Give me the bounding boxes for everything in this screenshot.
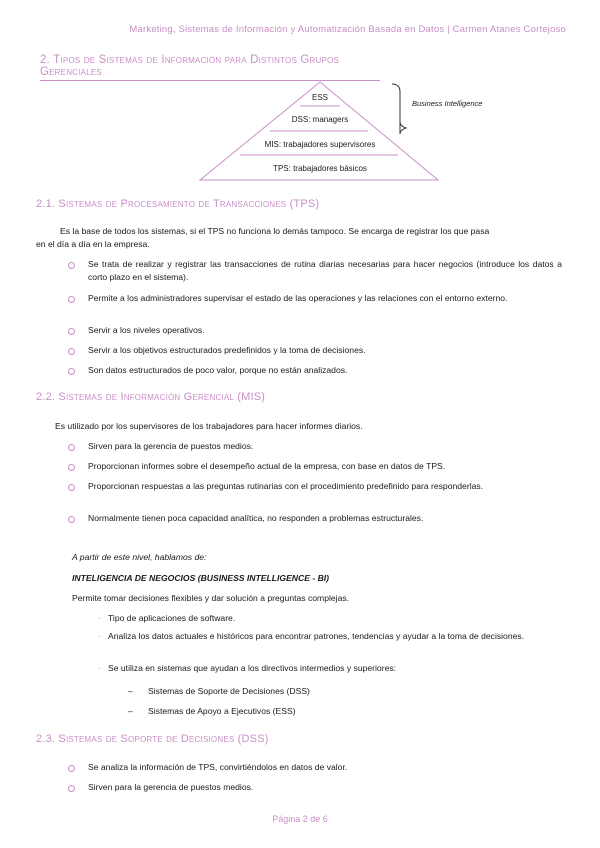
bullet-icon [68, 262, 75, 269]
dash-icon: – [128, 686, 133, 696]
list-item: Servir a los niveles operativos. [88, 324, 562, 337]
list-item: Se trata de realizar y registrar las transacciones de rutina diarias necesarias para hacer negocios (introduce los datos a corto plazo en el sistema). [88, 258, 562, 284]
list-item: · Se utiliza en sistemas que ayudan a los directivos intermedios y superiores: [98, 663, 397, 673]
page-footer: Página 2 de 6 [272, 814, 328, 824]
bullet-icon [68, 328, 75, 335]
pyramid-level-ess: ESS [311, 93, 329, 102]
page-header: Marketing, Sistemas de Información y Automatización Basada en Datos | Carmen Atanes Cortejoso [129, 24, 566, 35]
sub-list-item: – Sistemas de Apoyo a Ejecutivos (ESS) [128, 706, 296, 716]
bullet-icon [68, 348, 75, 355]
curly-brace [392, 84, 406, 134]
bullet-icon [68, 464, 75, 471]
bi-intro: Permite tomar decisiones flexibles y dar solución a preguntas complejas. [72, 593, 350, 603]
bullet-icon [68, 368, 75, 375]
section-2-1-title: 2.1. Sistemas de Procesamiento de Transacciones (TPS) [36, 198, 320, 210]
bullet-icon: · [98, 614, 101, 623]
sub-list-item: – Sistemas de Soporte de Decisiones (DSS) [128, 686, 310, 696]
pyramid-level-tps: TPS: trabajadores básicos [273, 164, 367, 173]
bullet-icon [68, 484, 75, 491]
pyramid-level-dss: DSS: managers [291, 115, 349, 124]
section-2-2-title: 2.2. Sistemas de Información Gerencial (MIS) [36, 391, 266, 403]
bullet-icon [68, 785, 75, 792]
list-item: Permite a los administradores supervisar el estado de las operaciones y las relaciones con el entorno externo. [88, 292, 562, 305]
list-item: Normalmente tienen poca capacidad analítica, no responden a problemas estructurales. [88, 512, 562, 525]
list-item: Sirven para la gerencia de puestos medios. [88, 440, 562, 453]
list-item: Son datos estructurados de poco valor, porque no están analizados. [88, 364, 562, 377]
bullet-icon [68, 296, 75, 303]
list-item: Se analiza la información de TPS, convirtiéndolos en datos de valor. [88, 761, 562, 774]
mis-intro: Es utilizado por los supervisores de los trabajadores para hacer informes diarios. [55, 421, 363, 431]
tps-intro-line1: Es la base de todos los sistemas, si el TPS no funciona lo demás tampoco. Se encarga de registrar los que pasa [60, 226, 490, 236]
list-item: · Tipo de aplicaciones de software. [98, 613, 236, 623]
bullet-icon: · [98, 664, 101, 673]
bullet-icon [68, 444, 75, 451]
section-2-3-title: 2.3. Sistemas de Soporte de Decisiones (DSS) [36, 733, 269, 745]
info-systems-pyramid [180, 78, 500, 184]
bi-intro-italic: A partir de este nivel, hablamos de: [72, 552, 207, 562]
bullet-icon [68, 765, 75, 772]
dash-icon: – [128, 706, 133, 716]
bullet-icon: · [98, 632, 101, 641]
list-item: Proporcionan respuestas a las preguntas rutinarias con el procedimiento predefinido para responderlas. [88, 480, 562, 493]
bullet-icon [68, 516, 75, 523]
list-item: Sirven para la gerencia de puestos medios. [88, 781, 562, 794]
list-item: · Analiza los datos actuales e históricos para encontrar patrones, tendencias y ayudar a la toma de decisiones. [98, 631, 525, 641]
pyramid-level-mis: MIS: trabajadores supervisores [264, 140, 376, 149]
list-item: Proporcionan informes sobre el desempeño actual de la empresa, con base en datos de TPS. [88, 460, 562, 473]
list-item: Servir a los objetivos estructurados predefinidos y la toma de decisiones. [88, 344, 562, 357]
bi-heading: INTELIGENCIA DE NEGOCIOS (BUSINESS INTELLIGENCE - BI) [72, 573, 330, 583]
brace-label: Business Intelligence [412, 99, 483, 108]
section-2-title: 2. Tipos de Sistemas de Información para Distintos Grupos Gerenciales [40, 54, 380, 81]
tps-intro-line2: en el día a día en la empresa. [36, 239, 150, 249]
